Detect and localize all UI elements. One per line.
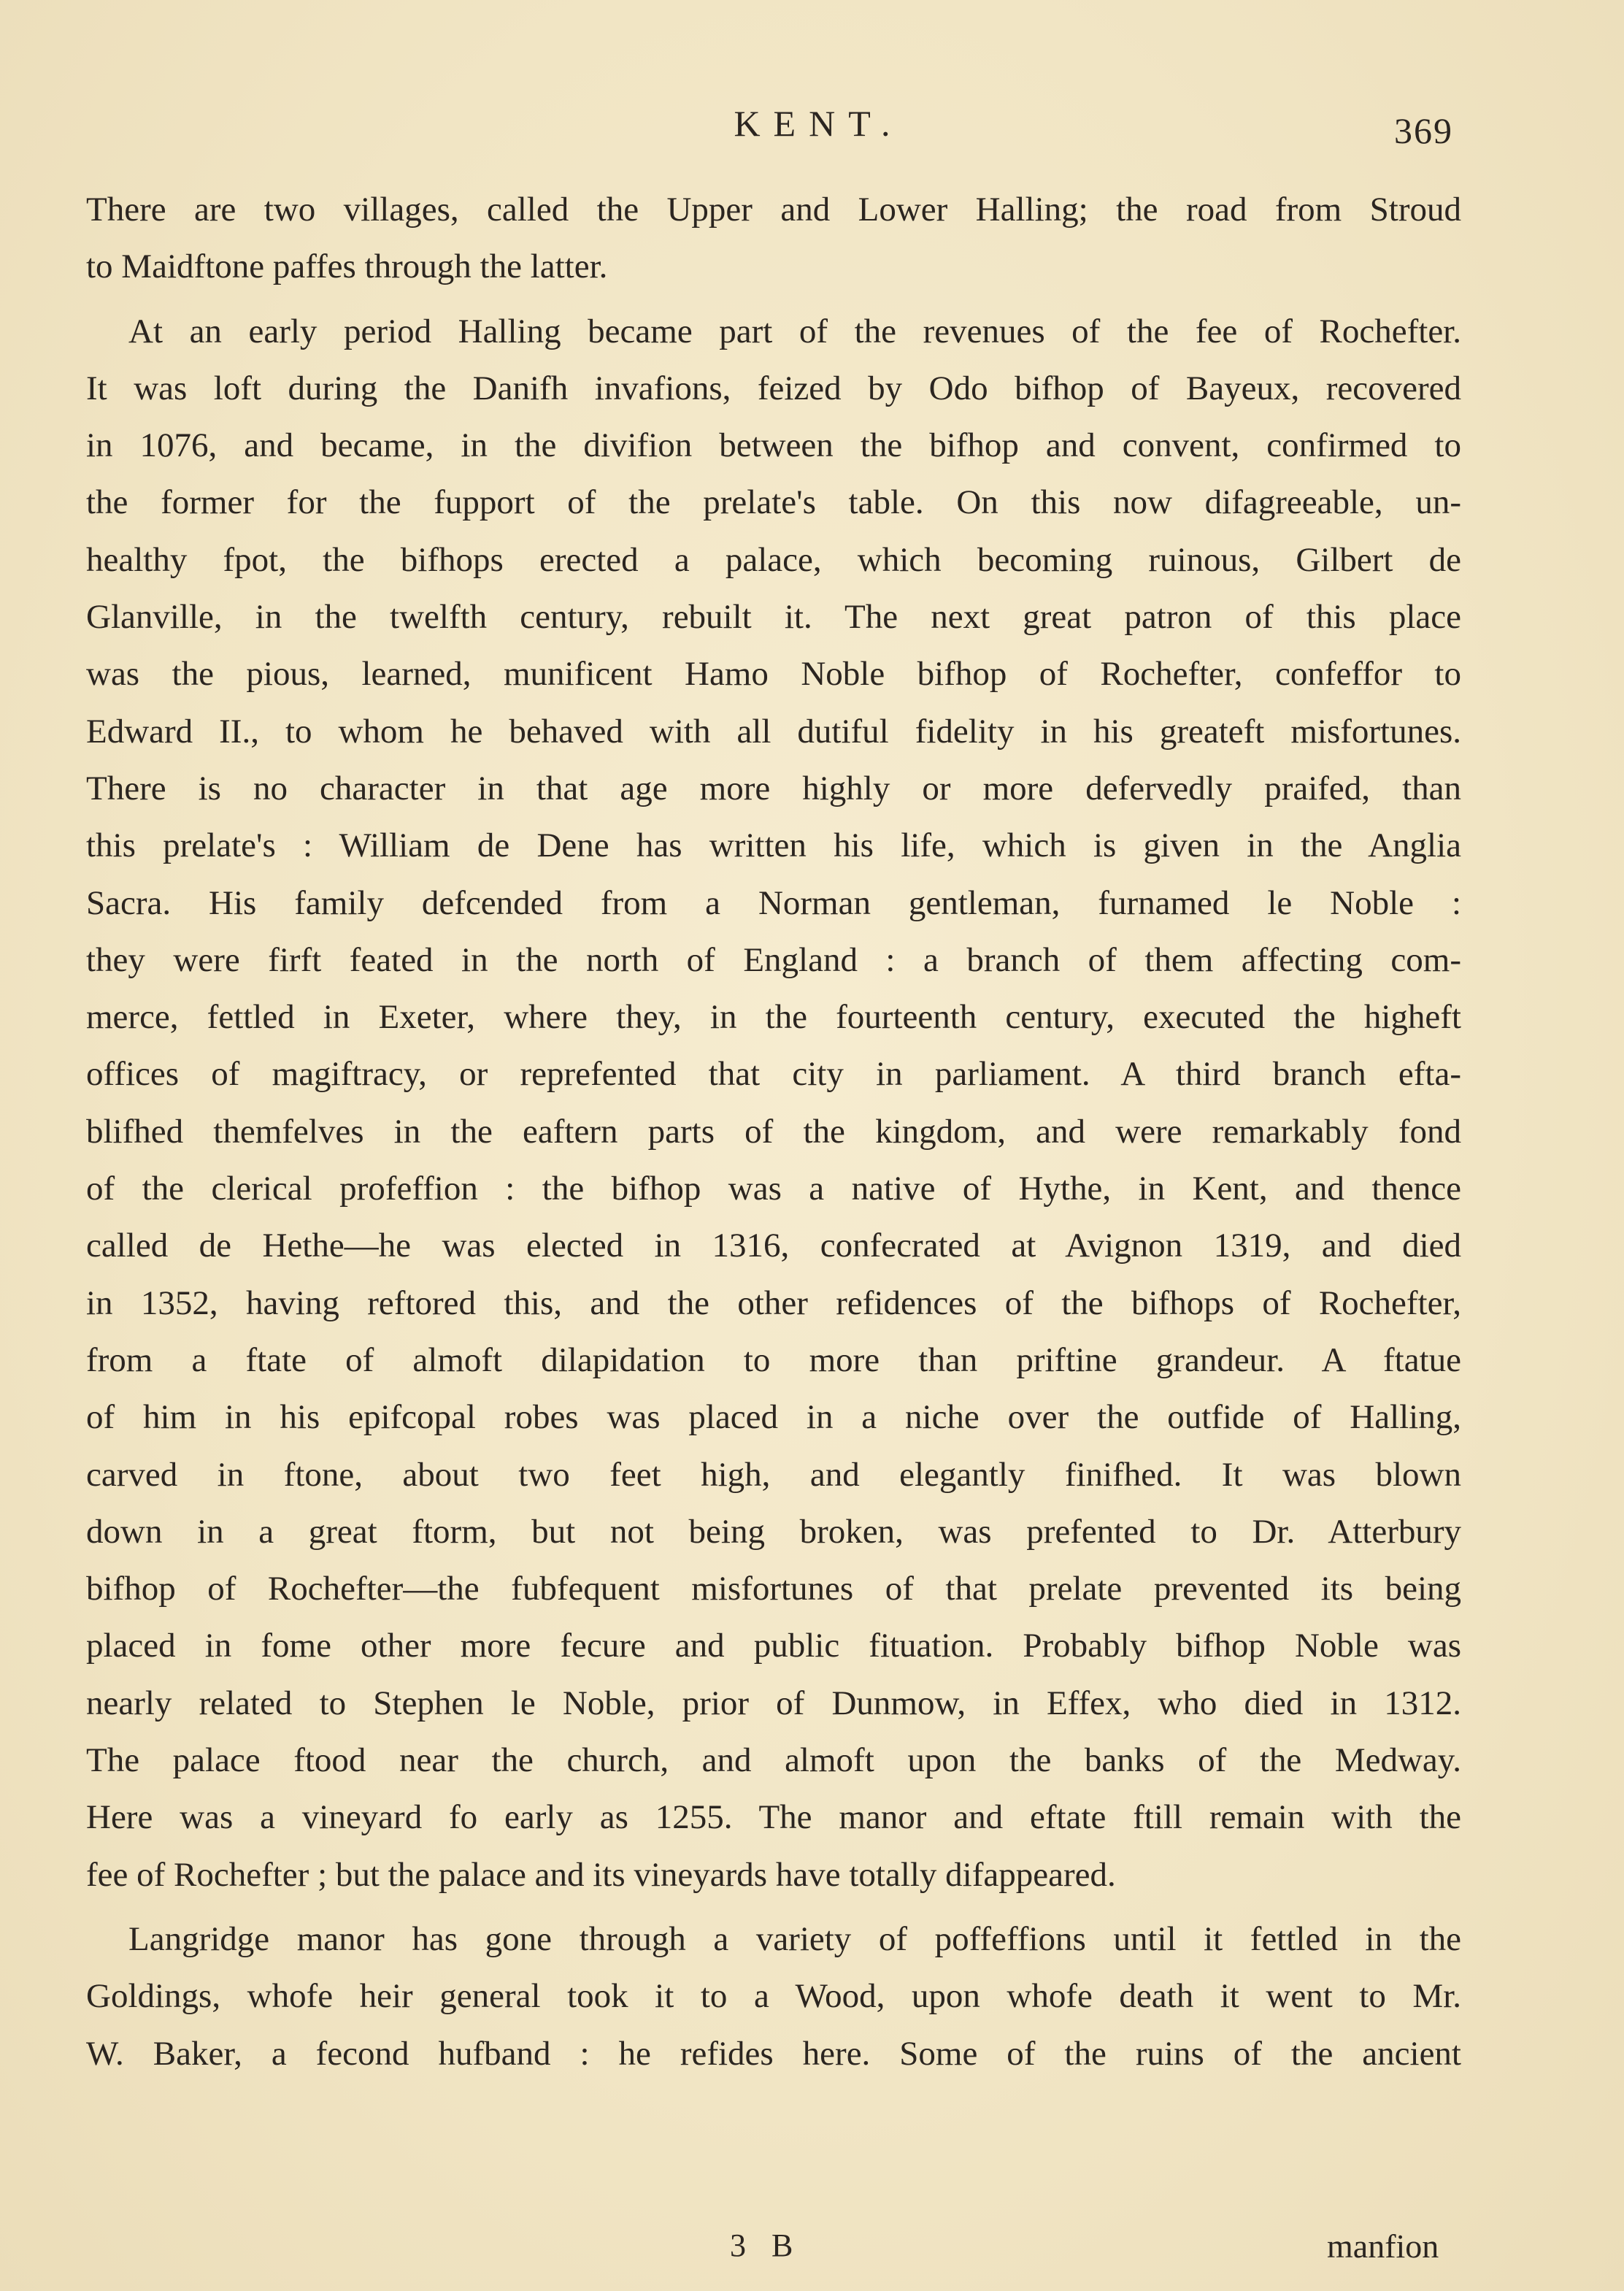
text-line: the former for the fupport of the prelate's table. On this now difagreeable, un- [86,483,1461,522]
text-line: Glanville, in the twelfth century, rebuilt it. The next great patron of this place [86,598,1461,637]
text-line: of him in his epifcopal robes was placed in a niche over the outfide of Halling, [86,1398,1461,1437]
text-line: this prelate's : William de Dene has written his life, which is given in the Anglia [86,826,1461,865]
text-line: Langridge manor has gone through a variety of poffeffions until it fettled in the [128,1919,1461,1958]
catchword: manfion [1327,2227,1439,2265]
page-number: 369 [1394,110,1453,151]
text-line: There is no character in that age more highly or more defervedly praifed, than [86,769,1461,807]
text-line: in 1352, having reftored this, and the other refidences of the bifhops of Rochefter, [86,1283,1461,1322]
text-line: Goldings, whofe heir general took it to a Wood, upon whofe death it went to Mr. [86,1977,1461,2016]
text-line: Edward II., to whom he behaved with all dutiful fidelity in his greateft misfortunes. [86,712,1461,751]
text-line: placed in fome other more fecure and public fituation. Probably bifhop Noble was [86,1627,1461,1665]
text-line: of the clerical profeffion : the bifhop was a native of Hythe, in Kent, and thence [86,1170,1461,1208]
text-line: they were firft feated in the north of England : a branch of them affecting com- [86,940,1461,979]
text-line: Sacra. His family defcended from a Norman gentleman, furnamed le Noble : [86,883,1461,922]
running-title: KENT. [734,103,904,144]
text-line: merce, fettled in Exeter, where they, in the fourteenth century, executed the higheft [86,998,1461,1037]
text-line: nearly related to Stephen le Noble, prior of Dunmow, in Effex, who died in 1312. [86,1684,1461,1722]
text-line: bifhop of Rochefter—the fubfequent misfortunes of that prelate prevented its being [86,1570,1461,1608]
text-line: from a ftate of almoft dilapidation to more than priftine grandeur. A ftatue [86,1340,1461,1379]
text-line: It was loft during the Danifh invafions, feized by Odo bifhop of Bayeux, recovered [86,369,1461,407]
text-line: in 1076, and became, in the divifion between the bifhop and convent, confirmed to [86,426,1461,465]
text-line: blifhed themfelves in the eaftern parts of the kingdom, and were remarkably fond [86,1112,1461,1151]
text-line: There are two villages, called the Upper and Lower Halling; the road from Stroud [86,191,1461,229]
text-line: carved in ftone, about two feet high, and elegantly finifhed. It was blown [86,1455,1461,1494]
text-line: offices of magiftracy, or reprefented that city in parliament. A third branch efta- [86,1055,1461,1094]
text-line: to Maidftone paffes through the latter. [86,247,608,286]
text-line: At an early period Halling became part of the revenues of the fee of Rochefter. [128,312,1461,350]
text-line: down in a great ftorm, but not being broken, was prefented to Dr. Atterbury [86,1512,1461,1551]
body-text [86,181,1461,2082]
text-line: Here was a vineyard fo early as 1255. The manor and eftate ftill remain with the [86,1798,1461,1837]
text-line: healthy fpot, the bifhops erected a palace, which becoming ruinous, Gilbert de [86,540,1461,579]
text-line: fee of Rochefter ; but the palace and its vineyards have totally difappeared. [86,1855,1116,1894]
text-line: The palace ftood near the church, and almoft upon the banks of the Medway. [86,1741,1461,1780]
text-line: was the pious, learned, munificent Hamo Noble bifhop of Rochefter, confeffor to [86,655,1461,694]
text-line: called de Hethe—he was elected in 1316, confecrated at Avignon 1319, and died [86,1227,1461,1265]
text-line: W. Baker, a fecond hufband : he refides here. Some of the ruins of the ancient [86,2034,1461,2073]
signature-mark: 3 B [730,2227,802,2263]
